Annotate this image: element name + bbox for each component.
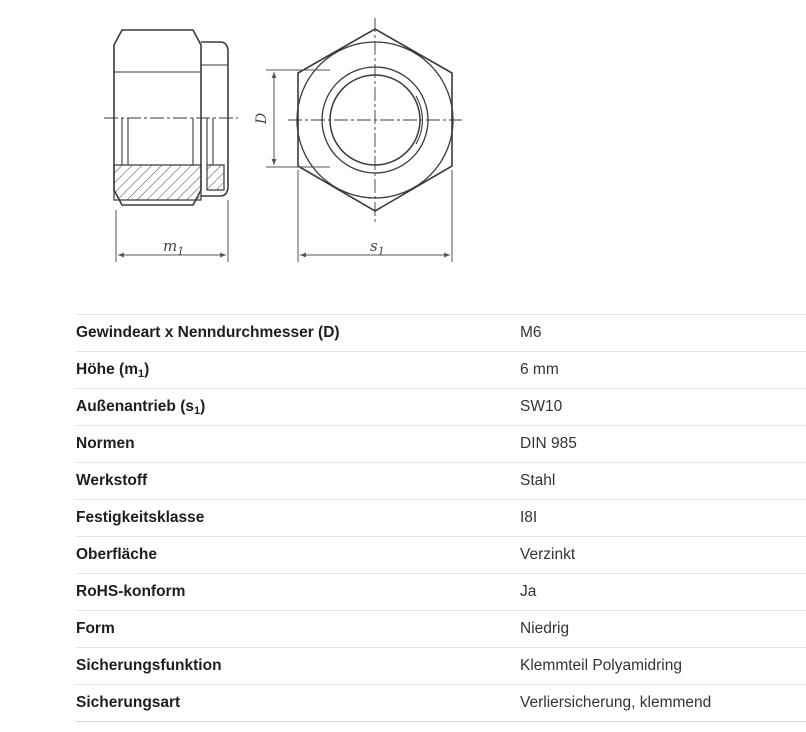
dimension-label-s1: $s_1$ [370, 237, 385, 258]
nut-front-view [288, 18, 462, 222]
spec-row-standards [76, 426, 806, 463]
spec-key: Höhe $(m_1)$ [76, 352, 520, 389]
spec-value: SW10 [520, 389, 806, 426]
spec-row-locking-function [76, 648, 806, 685]
spec-key: RoHS-konform [76, 574, 520, 611]
spec-key: Oberfläche [76, 537, 520, 574]
spec-key: Gewindeart x Nenndurchmesser (D) [76, 315, 520, 352]
spec-key: Normen [76, 426, 520, 463]
spec-value: M6 [520, 315, 806, 352]
spec-row-height [76, 352, 806, 389]
spec-key: Form [76, 611, 520, 648]
spec-row-form [76, 611, 806, 648]
spec-value: Verliersicherung, klemmend [520, 685, 806, 722]
spec-value: Stahl [520, 463, 806, 500]
spec-key: Außenantrieb $(s_1)$ [76, 389, 520, 426]
spec-value: Niedrig [520, 611, 806, 648]
spec-row-material [76, 463, 806, 500]
spec-key: Sicherungsart [76, 685, 520, 722]
dimension-label-d: D [254, 112, 270, 124]
nut-side-view [104, 30, 238, 205]
spec-value: Ja [520, 574, 806, 611]
spec-key: Festigkeitsklasse [76, 500, 520, 537]
spec-row-surface [76, 537, 806, 574]
dimension-label-m1: $m_1$ [163, 237, 185, 258]
spec-row-strength-class [76, 500, 806, 537]
spec-value: 6 mm [520, 352, 806, 389]
spec-row-thread [76, 315, 806, 352]
spec-value: DIN 985 [520, 426, 806, 463]
spec-value: Verzinkt [520, 537, 806, 574]
spec-row-locking-type [76, 685, 806, 722]
spec-row-rohs [76, 574, 806, 611]
technical-drawing [0, 0, 806, 300]
spec-key: Sicherungsfunktion [76, 648, 520, 685]
spec-table [76, 314, 806, 722]
spec-row-drive [76, 389, 806, 426]
spec-key: Werkstoff [76, 463, 520, 500]
spec-value: I8I [520, 500, 806, 537]
spec-value: Klemmteil Polyamidring [520, 648, 806, 685]
